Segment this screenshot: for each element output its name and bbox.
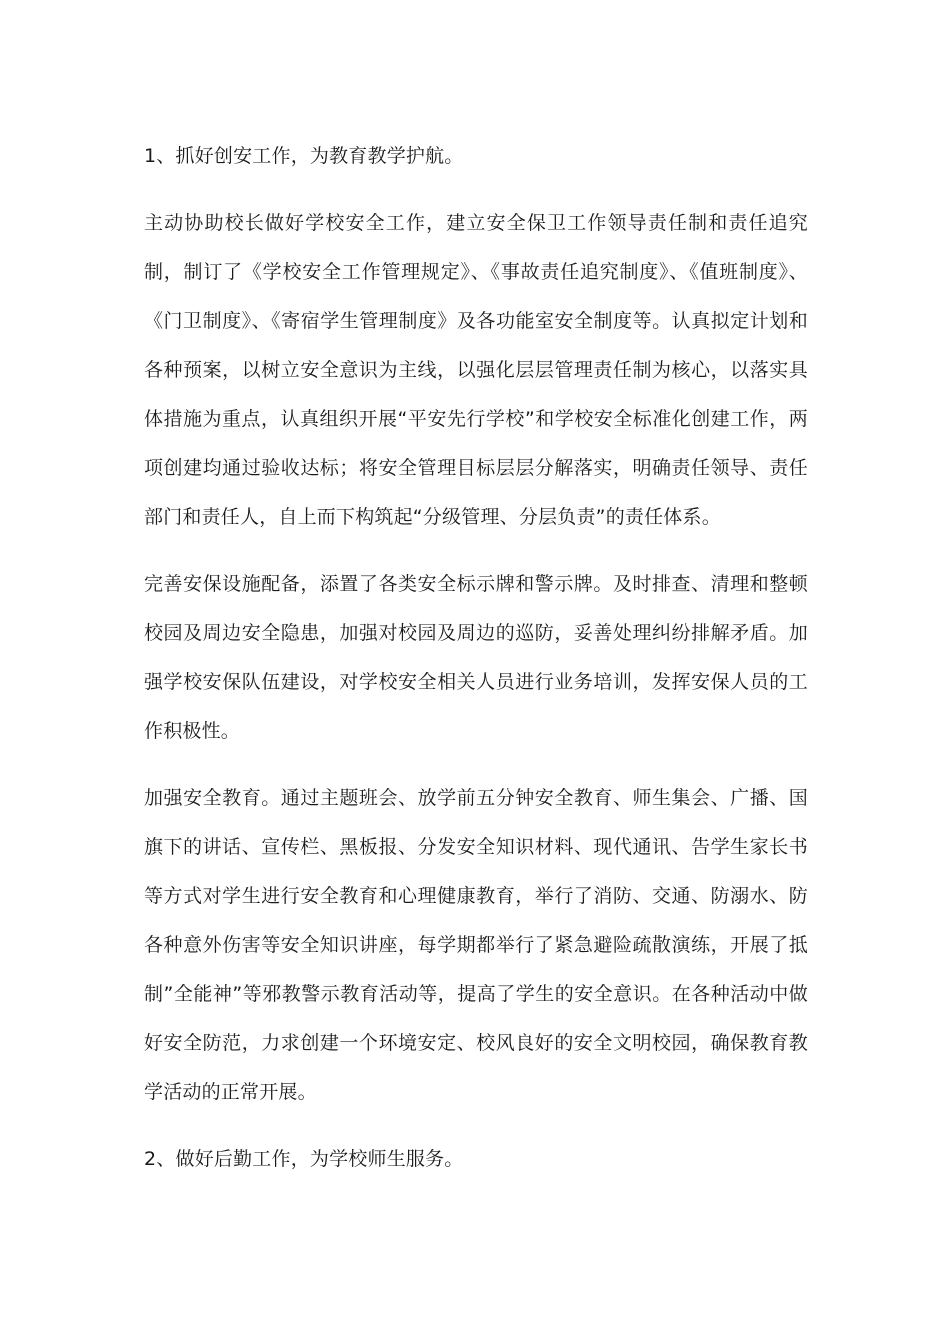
document-body: [144, 132, 808, 1202]
paragraph-safety-education: 加强安全教育。通过主题班会、放学前五分钟安全教育、师生集会、广播、国旗下的讲话、宣传栏、黑板报、分发安全知识材料、现代通讯、告学生家长书等方式对学生进行安全教育和心理健康教育，举行了消防、交通、防溺水、防各种意外伤害等安全知识讲座，每学期都举行了紧急避险疏散演练，开展了抵制”全能神”等邪教警示教育活动等，提高了学生的安全意识。在各种活动中做好安全防范，力求创建一个环境安定、校风良好的安全文明校园，确保教育教学活动的正常开展。: [144, 787, 808, 1103]
paragraph-security-facilities: 完善安保设施配备，添置了各类安全标示牌和警示牌。及时排查、清理和整顿校园及周边安全隐患，加强对校园及周边的巡防，妥善处理纠纷排解矛盾。加强学校安保队伍建设，对学校安全相关人员进行业务培训，发挥安保人员的工作积极性。: [144, 573, 808, 742]
section-heading-1: 1、抓好创安工作，为教育教学护航。: [144, 145, 464, 167]
paragraph-safety-responsibility: 主动协助校长做好学校安全工作，建立安全保卫工作领导责任制和责任追究制，制订了《学校安全工作管理规定》、《事故责任追究制度》、《值班制度》、《门卫制度》、《寄宿学生管理制度》及各功能室安全制度等。认真拟定计划和各种预案，以树立安全意识为主线，以强化层层管理责任制为核心，以落实具体措施为重点，认真组织开展“平安先行学校”和学校安全标准化创建工作，两项创建均通过验收达标；将安全管理目标层层分解落实，明确责任领导、责任部门和责任人，自上而下构筑起“分级管理、分层负责”的责任体系。: [144, 212, 808, 528]
section-heading-2: 2、做好后勤工作，为学校师生服务。: [144, 1148, 464, 1170]
